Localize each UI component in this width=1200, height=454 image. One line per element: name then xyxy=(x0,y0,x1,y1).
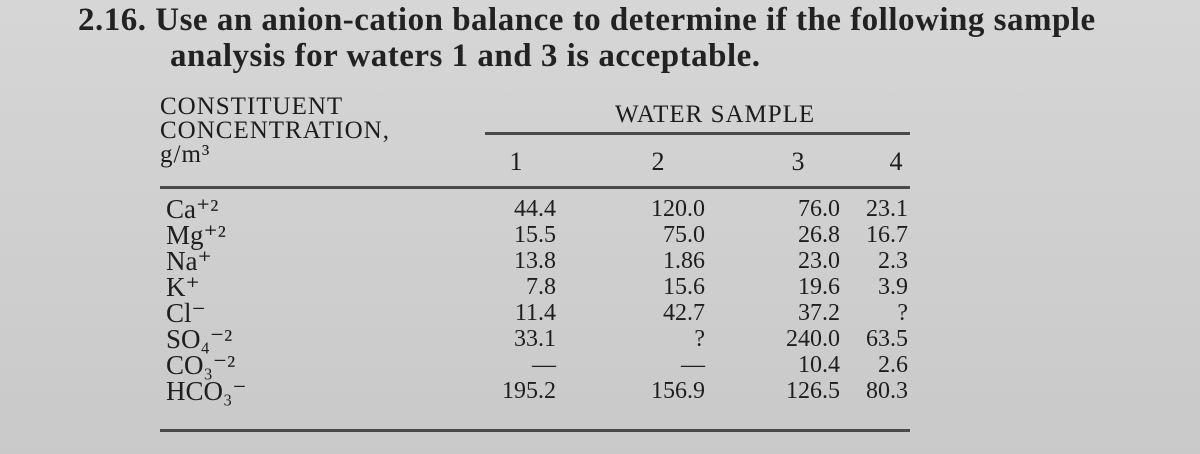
constituent-label: Na⁺ xyxy=(166,246,212,276)
sample-4-column xyxy=(850,196,908,404)
constituent-label: SO₄⁻² xyxy=(166,324,233,354)
constituent-label: Cl⁻ xyxy=(166,298,206,328)
table-cell: 33.1 xyxy=(514,326,556,352)
table-cell: 2.6 xyxy=(878,352,908,378)
constituent-header xyxy=(160,95,460,167)
table-cell: 3.9 xyxy=(878,274,908,300)
table-cell: 195.2 xyxy=(502,378,556,404)
constituent-label: K⁺ xyxy=(166,272,200,302)
table-cell: 23.1 xyxy=(866,196,908,222)
table-rule-middle xyxy=(160,186,910,189)
table-cell: 42.7 xyxy=(663,300,705,326)
problem-line-2: analysis for waters 1 and 3 is acceptable. xyxy=(170,38,761,74)
constituent-label: Ca⁺² xyxy=(166,194,219,224)
table-cell: 44.4 xyxy=(514,196,556,222)
constituent-header-line-2: CONCENTRATION, xyxy=(160,117,390,144)
table-cell: 76.0 xyxy=(798,196,840,222)
table-cell: 120.0 xyxy=(651,196,705,222)
sample-1-column xyxy=(478,196,556,404)
table-cell: — xyxy=(681,352,705,378)
constituent-header-line-1: CONSTITUENT xyxy=(160,93,344,120)
table-cell: 10.4 xyxy=(798,352,840,378)
table-cell: 63.5 xyxy=(866,326,908,352)
table-cell: 75.0 xyxy=(663,222,705,248)
table-cell: 1.86 xyxy=(663,248,705,274)
table-cell: ? xyxy=(694,326,705,352)
table-cell: — xyxy=(532,352,556,378)
table-cell: 126.5 xyxy=(786,378,840,404)
problem-statement xyxy=(78,2,1178,74)
table-cell: 37.2 xyxy=(798,300,840,326)
problem-line-1: 2.16. Use an anion-cation balance to determine if the following sample xyxy=(78,2,1096,38)
table-cell: 16.7 xyxy=(866,222,908,248)
sample-number-3: 3 xyxy=(791,147,805,176)
sample-number-2: 2 xyxy=(651,147,665,176)
constituent-labels xyxy=(166,196,247,404)
table-cell: 26.8 xyxy=(798,222,840,248)
sample-number-4: 4 xyxy=(889,147,903,176)
table-cell: 2.3 xyxy=(878,248,908,274)
table-cell: ? xyxy=(897,300,908,326)
table-rule-bottom xyxy=(160,429,910,432)
water-sample-header: WATER SAMPLE xyxy=(615,101,816,128)
table-cell: 156.9 xyxy=(651,378,705,404)
table-cell: 15.6 xyxy=(663,274,705,300)
sample-number-1: 1 xyxy=(509,147,523,176)
table-cell: 240.0 xyxy=(786,326,840,352)
constituent-label: CO₃⁻² xyxy=(166,350,236,380)
sample-2-column xyxy=(610,196,705,404)
sample-3-column xyxy=(750,196,840,404)
constituent-header-units: g/m³ xyxy=(160,141,211,168)
table-cell: 15.5 xyxy=(514,222,556,248)
table-cell: 7.8 xyxy=(526,274,556,300)
table-cell: 19.6 xyxy=(798,274,840,300)
table-cell: 80.3 xyxy=(866,378,908,404)
table-rule-top xyxy=(485,132,910,135)
constituent-label: HCO₃⁻ xyxy=(166,376,247,406)
table-cell: 11.4 xyxy=(514,300,556,326)
table-cell: 23.0 xyxy=(798,248,840,274)
table-cell: 13.8 xyxy=(514,248,556,274)
constituent-label: Mg⁺² xyxy=(166,220,226,250)
